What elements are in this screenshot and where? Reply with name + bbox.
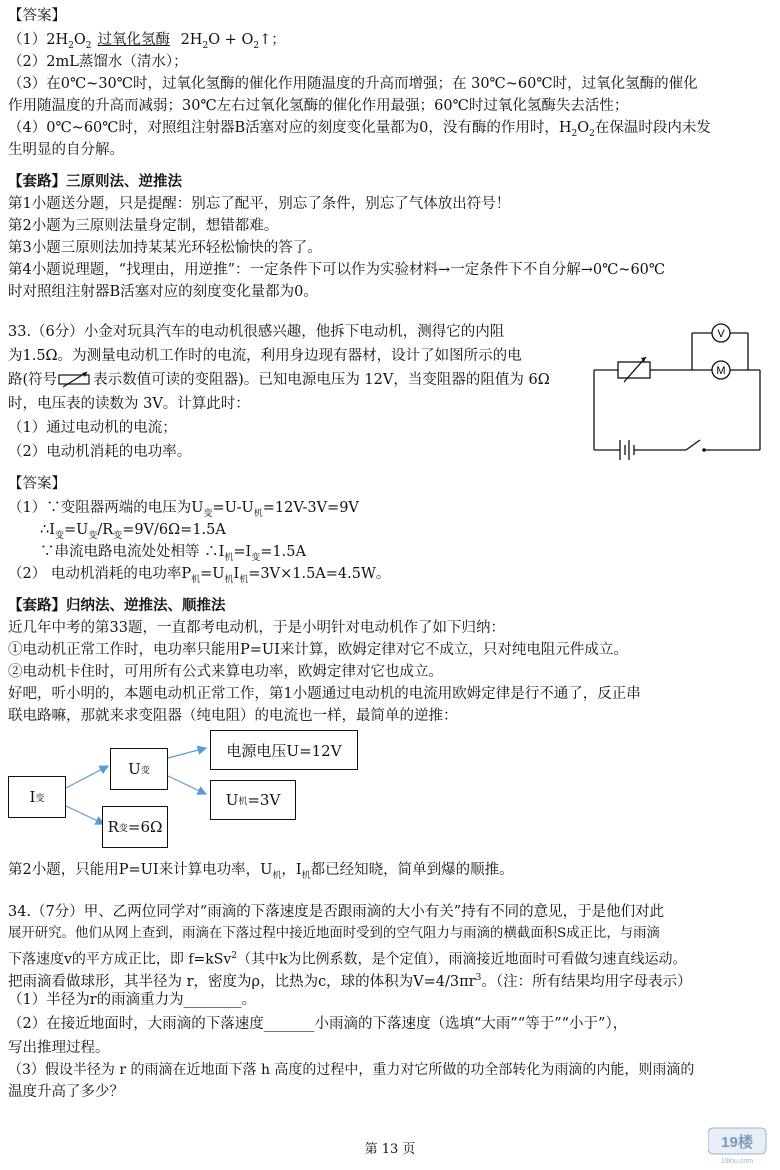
answer-blank-1[interactable]: ________ [183,992,242,1008]
answer-1-line-1: $(1)2H_2O_2$ 过氧化氢酶 $2H_2O$ + $O_2↑$； [8,32,286,51]
routine-1-line-4a: 第4小题说理题，“找理由，用逆推”：一定条件下可以作为实验材料→一定条件下不自分解→0℃~60℃ [8,262,666,278]
q34-line-8b: 温度升高了多少？ [8,1084,124,1100]
voltmeter-label: V [717,328,725,340]
answer-1-line-2: （2）2mL蒸馏水（清水）； [8,54,188,70]
svg-text:19lou.com: 19lou.com [720,1158,754,1165]
answer-1-line-3a: （3）在0℃~30℃时，过氧化氢酶的催化作用随温度的升高而增强；在 30℃~60℃时，过氧化氢酶的催化 [8,76,698,92]
q33-line-1: 33.（6分）小金对玩具汽车的电动机很感兴趣，他拆下电动机，测得它的内阻 [8,324,505,340]
q34-line-5: （1）半径为r的雨滴重力为________。 [8,992,257,1008]
q33-line-5: （1）通过电动机的电流； [8,420,177,436]
svg-text:19楼: 19楼 [721,1134,753,1151]
routine-1-line-4b: 时对照组注射器B活塞对应的刻度变化量都为0。 [8,284,318,300]
answer-2-line-1: （1）∵变阻器两端的电压为$U_变=U-U_机=12V-3V=9V$ [8,500,359,519]
motor-label: M [716,365,726,377]
routine-2-line-5: 联电路嘛，那就来求变阻器（纯电阻）的电流也一样，最简单的逆推： [8,708,458,724]
routine-1-line-1: 第1小题送分题，只是提醒：别忘了配平，别忘了条件，别忘了气体放出符号！ [8,196,511,212]
q33-line-6: （2）电动机消耗的电功率。 [8,444,192,460]
routine-heading-2: 【套路】归纳法、逆推法、顺推法 [8,597,226,614]
q34-line-4: 把雨滴看做球形，其半径为 r，密度为ρ，比热为c，球的体积为$V=4/3\pi r^3$。（注：所有结果均用字母表示） [8,973,692,990]
catalyst-condition: 过氧化氢酶 [97,32,170,48]
answer-2-line-3: ∵串流电路电流处处相等 $\therefore I_机=I_变=1.5A$ [40,544,306,563]
voltage-rheostat-box: U 变 [110,748,168,790]
q34-line-3: 下落速度v的平方成正比，即 f=kSv$^2$（其中k为比例系数，是个定值），雨滴接近地面时可看做匀速直线运动。 [8,951,687,968]
answer-blank-2[interactable]: _______ [263,1016,315,1032]
q34-line-6: （2）在接近地面时，大雨滴的下落速度_______小雨滴的下落速度（选填“大雨”“等于”“小于”）， [8,1016,628,1032]
answer-1-line-4b: 生明显的自分解。 [8,142,124,158]
page-number: 第 13 页 [364,1142,416,1157]
routine-2-line-4: 好吧，听小明的，本题电动机正常工作，第1小题通过电动机的电流用欧姆定律是行不通了，反正串 [8,686,641,702]
answer-heading-2: 【答案】 [8,476,66,492]
answer-1-line-3b: 作用随温度的升高而减弱；30℃左右过氧化氢酶的催化作用最强；60℃时过氧化氢酶失去活性； [8,98,629,114]
motor-voltage-box: U 机 =3V [210,780,296,820]
q34-line-1: 34.（7分）甲、乙两位同学对“雨滴的下落速度是否跟雨滴的大小有关”持有不同的意见，于是他们对此 [8,904,665,920]
routine-2-line-2: ①电动机正常工作时，电功率只能用P=UI来计算，欧姆定律对它不成立，只对纯电阻元件成立。 [8,642,628,658]
source-voltage-box: 电源电压U=12V [210,730,358,770]
routine-2-line-6: 第2小题，只能用P=UI来计算电功率，$U_机$，$I_机$都已经知晓，简单到爆的顺推。 [8,862,514,881]
routine-heading-1: 【套路】三原则法、逆推法 [8,173,182,190]
answer-2-line-4: （2） 电动机消耗的电功率$P_机=U_机I_机=3V\times 1.5A=4.5W$。 [8,566,391,585]
circuit-diagram [588,320,768,470]
resistance-rheostat-box: R 变 =6Ω [102,806,168,848]
rheostat-symbol-icon [57,370,93,388]
answer-2-line-2: $\therefore I_变=U_变/R_变=9V/6\Omega=1.5A$ [40,522,226,541]
q33-line-3: 路(符号 表示数值可读的变阻器)。已知电源电压为 12V，当变阻器的阻值为 6Ω [8,372,550,388]
q34-line-7: 写出推理过程。 [8,1040,110,1056]
current-rheostat-box: I 变 [8,776,66,818]
q34-line-2: 展开研究。他们从网上查到，雨滴在下落过程中接近地面时受到的空气阻力与雨滴的横截面积S成正比，与雨滴 [8,926,660,941]
routine-1-line-2: 第2小题为三原则法量身定制，想错都难。 [8,218,279,234]
q33-line-2: 为1.5Ω。为测量电动机工作时的电流，利用身边现有器材，设计了如图所示的电 [8,348,522,364]
routine-2-line-1: 近几年中考的第33题，一直都考电动机，于是小明针对电动机作了如下归纳： [8,620,505,636]
site-watermark-logo [708,1126,768,1166]
routine-2-line-3: ②电动机卡住时，可用所有公式来算电功率，欧姆定律对它也成立。 [8,664,443,680]
q33-line-4: 时，电压表的读数为 3V。计算此时： [8,396,250,412]
routine-1-line-3: 第3小题三原则法加持某某光环轻松愉快的答了。 [8,240,322,256]
answer-heading-1: 【答案】 [8,8,66,24]
answer-1-line-4a: （4）0℃~60℃时，对照组注射器B活塞对应的刻度变化量都为0，没有酶的作用时，$H_2O_2$在保温时段内未发 [8,120,711,139]
q34-line-8a: （3）假设半径为 r 的雨滴在近地面下落 h 高度的过程中，重力对它所做的功全部转化为雨滴的内能，则雨滴的 [8,1062,695,1078]
